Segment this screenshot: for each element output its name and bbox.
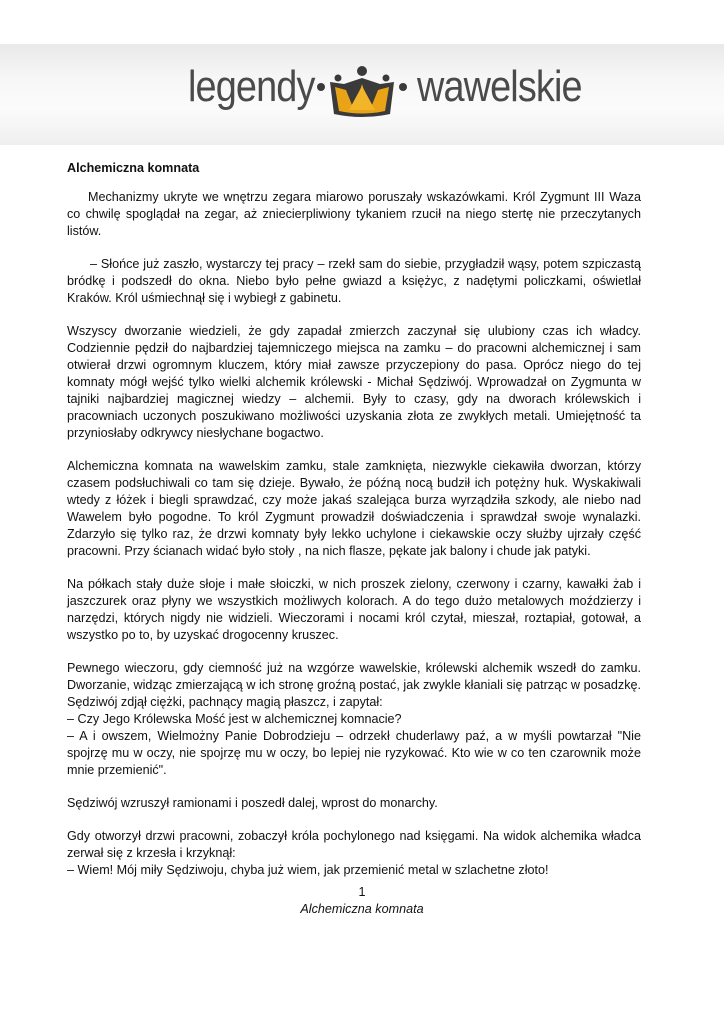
brand-logo	[188, 44, 588, 145]
page-number: 1	[358, 885, 366, 899]
running-title: Alchemiczna komnata	[300, 902, 424, 916]
paragraph: – Słońce już zaszło, wystarczy tej pracy – rzekł sam do siebie, przygładził wąsy, potem szpiczastą bródkę i podszedł do okna. Niebo było pełne gwiazd a księżyc, z nadętymi policzkami, oświetlał Kraków. Król uśmiechnął się i wybiegł z gabinetu.	[67, 257, 641, 305]
paragraph: Alchemiczna komnata na wawelskim zamku, stale zamknięta, niezwykle ciekawiła dworzan, którzy czasem podsłuchiwali co tam się dzieje. Bywało, że późną nocą budził ich potężny huk. Wyskakiwali wtedy z łóżek i biegli sprawdzać, czy może jakaś szalejąca burza wyrządziła szkody, ale niebo nad Wawelem było pogodne. To król Zygmunt prowadził doświadczenia i sprawdzał swoje wynalazki. Zdarzyło się tylko raz, że drzwi komnaty były lekko uchylone i ciekawskie oczy służby ujrzały część pracowni. Przy ścianach widać było stoły , na nich flasze, pękate jak balony i chude jak patyki.	[67, 459, 641, 558]
paragraph: Gdy otworzył drzwi pracowni, zobaczył króla pochylonego nad księgami. Na widok alchemika władca zerwał się z krzesła i krzyknął:	[67, 829, 641, 860]
document-title: Alchemiczna komnata	[67, 161, 200, 175]
paragraph: Wszyscy dworzanie wiedzieli, że gdy zapadał zmierzch zaczynał się ulubiony czas ich władcy. Codziennie pędził do najbardziej tajemniczego miejsca na zamku – do pracowni alchemicznej i sam otwierał drzwi ogromnym kluczem, który miał zawsze przyczepiony do pasa. Oprócz niego do tej komnaty mógł wejść tylko wielki alchemik królewski - Michał Sędziwój. Wprowadzał on Zygmunta w tajniki najbardziej magicznej wiedzy – alchemii. Były to czasy, gdy na dworach królewskich i pracowniach uczonych poszukiwano możliwości uzyskania złota ze zwykłych metali. Umiejętność ta przyniosłaby odkrywcy niesłychane bogactwo.	[67, 324, 641, 440]
crown-icon	[312, 60, 412, 124]
brand-word-legendy: legendy	[188, 62, 315, 111]
page-footer	[0, 884, 724, 918]
paragraph: Mechanizmy ukryte we wnętrzu zegara miarowo poruszały wskazówkami. Król Zygmunt III Waza co chwilę spoglądał na zegar, aż zniecierpliwiony tykaniem rzucił na niego stertę nie przeczytanych listów.	[67, 190, 641, 238]
dialogue-block	[67, 660, 641, 779]
dialogue-line: – A i owszem, Wielmożny Panie Dobrodzieju – odrzekł chuderlawy paź, a w myśli powtarzał "Nie spojrzę mu w oczy, nie spojrzę mu w oczy, bo lepiej nie ryzykować. Kto wie w co ten czarownik może mnie przemienić".	[67, 729, 641, 777]
brand-word-wawelskie: wawelskie	[417, 62, 582, 111]
paragraph: Na półkach stały duże słoje i małe słoiczki, w nich proszek zielony, czerwony i czarny, kawałki żab i jaszczurek oraz płyny we wszystkich możliwych kolorach. A do tego dużo metalowych moździerzy i narzędzi, których nigdy nie widzieli. Wieczorami i nocami król czytał, mieszał, roztapiał, gotował, a wszystko po to, by uzyskać drogocenny kruszec.	[67, 577, 641, 642]
header-banner	[0, 44, 724, 145]
dialogue-line: – Wiem! Mój miły Sędziwoju, chyba już wiem, jak przemienić metal w szlachetne złoto!	[67, 863, 549, 877]
paragraph: Sędziwój wzruszył ramionami i poszedł dalej, wprost do monarchy.	[67, 796, 438, 810]
paragraph: Pewnego wieczoru, gdy ciemność już na wzgórze wawelskie, królewski alchemik wszedł do zamku. Dworzanie, widząc zmierzającą w ich stronę groźną postać, jak zwykle kłaniali się patrząc w posadzkę. Sędziwój zdjął ciężki, pachnący magią płaszcz, i zapytał:	[67, 661, 641, 709]
dialogue-block	[67, 828, 641, 879]
document-body	[67, 160, 641, 879]
dialogue-line: – Czy Jego Królewska Mość jest w alchemicznej komnacie?	[67, 712, 402, 726]
